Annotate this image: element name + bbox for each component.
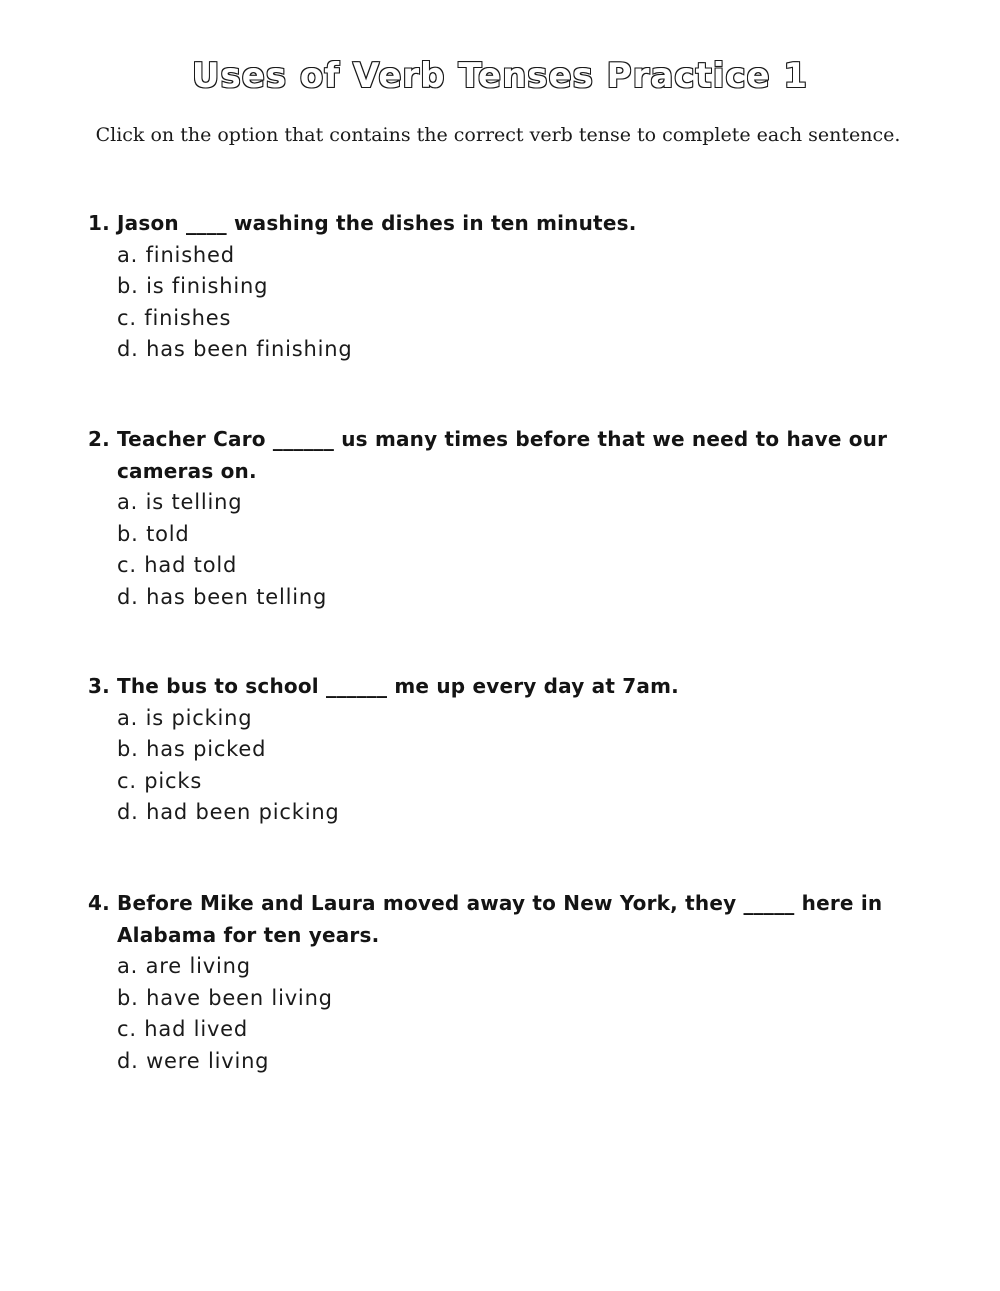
option-d[interactable]: d. were living xyxy=(117,1048,270,1073)
question-3 xyxy=(88,671,938,829)
question-text: Teacher Caro ______ us many times before that we need to have our cameras on. xyxy=(117,427,888,483)
option-list xyxy=(117,487,938,613)
option-b[interactable]: b. told xyxy=(117,521,190,546)
question-stem xyxy=(88,671,938,703)
question-1 xyxy=(88,208,938,366)
option-b[interactable]: b. is finishing xyxy=(117,274,269,299)
question-text: Before Mike and Laura moved away to New York, they _____ here in Alabama for ten years. xyxy=(117,891,883,947)
option-b[interactable]: b. has picked xyxy=(117,737,267,762)
option-list xyxy=(117,240,938,366)
option-c[interactable]: c. picks xyxy=(117,768,203,793)
question-number: 1. xyxy=(88,211,110,235)
option-d[interactable]: d. has been finishing xyxy=(117,337,353,362)
question-number: 3. xyxy=(88,674,110,698)
option-list xyxy=(117,951,938,1077)
option-a[interactable]: a. are living xyxy=(117,954,251,979)
question-2 xyxy=(88,424,938,614)
option-d[interactable]: d. had been picking xyxy=(117,800,340,825)
option-a[interactable]: a. is picking xyxy=(117,705,253,730)
question-text: The bus to school ______ me up every day at 7am. xyxy=(117,674,679,698)
option-list xyxy=(117,703,938,829)
question-number: 4. xyxy=(88,891,110,915)
option-a[interactable]: a. is telling xyxy=(117,490,243,515)
question-number: 2. xyxy=(88,427,110,451)
question-stem xyxy=(88,424,938,487)
worksheet-title: Uses of Verb Tenses Practice 1 xyxy=(191,56,809,96)
question-text: Jason ____ washing the dishes in ten minutes. xyxy=(117,211,637,235)
option-c[interactable]: c. had told xyxy=(117,553,238,578)
option-c[interactable]: c. had lived xyxy=(117,1017,249,1042)
option-b[interactable]: b. have been living xyxy=(117,985,333,1010)
option-c[interactable]: c. finishes xyxy=(117,305,232,330)
option-d[interactable]: d. has been telling xyxy=(117,584,328,609)
question-4 xyxy=(88,888,938,1078)
instructions-text: Click on the option that contains the correct verb tense to complete each sentence. xyxy=(95,124,901,146)
question-stem xyxy=(88,888,938,951)
question-stem xyxy=(88,208,938,240)
option-a[interactable]: a. finished xyxy=(117,242,235,267)
